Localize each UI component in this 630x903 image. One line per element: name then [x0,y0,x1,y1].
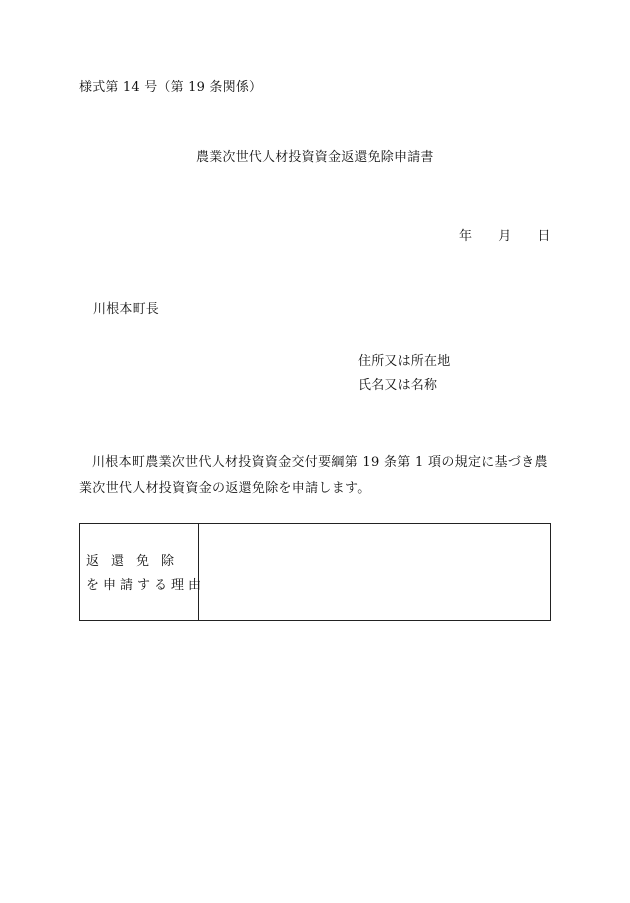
reason-label-line-1: 返還免除 [86,554,187,569]
name-label: 氏名又は名称 [358,378,438,393]
month-label: 月 [498,229,512,244]
body-text-line-2: 業次世代人材投資資金の返還免除を申請します。 [79,481,371,496]
body-text-line-1: 川根本町農業次世代人材投資資金交付要綱第 19 条第 1 項の規定に基づき農 [92,455,548,470]
reason-value-cell[interactable] [199,524,550,620]
day-label: 日 [537,229,551,244]
reason-table [79,523,551,621]
document-title: 農業次世代人材投資資金返還免除申請書 [196,150,434,165]
addressee: 川根本町長 [93,302,160,317]
date-line [459,229,551,245]
reason-label-cell [80,524,206,620]
reason-label-line-2: を申請する理由 [86,578,206,593]
year-label: 年 [459,229,473,244]
address-label: 住所又は所在地 [358,354,451,369]
form-number: 様式第 14 号（第 19 条関係） [79,80,263,95]
